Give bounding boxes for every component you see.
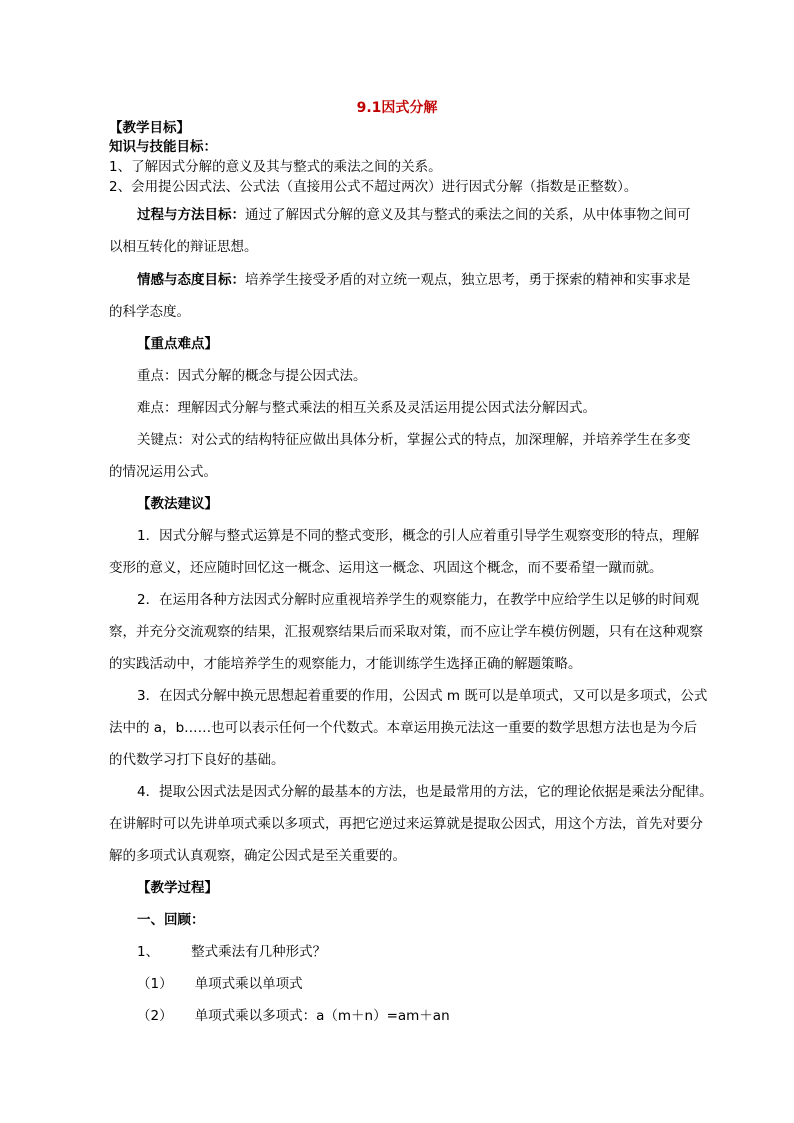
page-title: 9.1因式分解 <box>356 100 438 116</box>
teaching-process-header: 【教学过程】 <box>137 880 218 896</box>
question-1-sub-2 <box>137 1006 693 1026</box>
difficulty: 难点：理解因式分解与整式乘法的相互关系及灵活运用提公因式法分解因式。 <box>137 400 596 416</box>
question-1-sub-1-text: 单项式乘以单项式 <box>194 976 303 992</box>
method-1-line-2: 变形的意义，还应随时回忆这一概念、运用这一概念、巩固这个概念，而不要希望一蹴而就。 <box>109 560 663 576</box>
key-point: 重点：因式分解的概念与提公因式法。 <box>137 368 367 384</box>
method-4-line-1: 4．提取公因式法是因式分解的最基本的方法，也是最常用的方法，它的理论依据是乘法分配律。 <box>137 784 713 800</box>
method-3-line-1: 3．在因式分解中换元思想起着重要的作用，公因式 m 既可以是单项式，又可以是多项式，公式 <box>137 688 708 704</box>
method-2-line-3: 的实践活动中，才能培养学生的观察能力，才能训练学生选择正确的解题策略。 <box>109 656 582 672</box>
crux-line-1: 关键点：对公式的结构特征应做出具体分析，掌握公式的特点，加深理解，并培养学生在多变 <box>137 432 691 448</box>
knowledge-item-1: 1、了解因式分解的意义及其与整式的乘法之间的关系。 <box>109 159 442 175</box>
question-1-sub-1-number: （1） <box>137 976 173 992</box>
attitude-goal-line-1 <box>137 270 693 290</box>
process-goal-line-1 <box>137 205 693 225</box>
question-1-text: 整式乘法有几种形式？ <box>191 944 327 960</box>
goals-header: 【教学目标】 <box>109 120 190 136</box>
attitude-goal-line-2: 的科学态度。 <box>109 304 190 320</box>
question-1-sub-1 <box>137 974 693 994</box>
method-2-line-2: 察，并充分交流观察的结果，汇报观察结果后而采取对策，而不应让学车模仿例题，只有在这种观察 <box>109 624 703 640</box>
key-header: 【重点难点】 <box>137 336 218 352</box>
review-header: 一、回顾： <box>137 912 205 928</box>
attitude-goal-text: 培养学生接受矛盾的对立统一观点，独立思考，勇于探索的精神和实事求是 <box>245 272 691 288</box>
method-header: 【教法建议】 <box>137 496 218 512</box>
question-1-sub-2-text: 单项式乘以多项式：a（m＋n）=am＋an <box>194 1008 450 1024</box>
method-2-line-1: 2．在运用各种方法因式分解时应重视培养学生的观察能力，在教学中应给学生以足够的时间观 <box>137 592 700 608</box>
knowledge-header: 知识与技能目标： <box>109 139 217 155</box>
knowledge-item-2: 2、会用提公因式法、公式法（直接用公式不超过两次）进行因式分解（指数是正整数）。 <box>109 179 638 195</box>
method-3-line-2: 法中的 a，b……也可以表示任何一个代数式。本章运用换元法这一重要的数学思想方法也是为今后 <box>109 720 698 736</box>
process-goal-line-2: 以相互转化的辩证思想。 <box>109 239 258 255</box>
method-4-line-3: 解的多项式认真观察，确定公因式是至关重要的。 <box>109 848 406 864</box>
process-goal-label: 过程与方法目标： <box>137 207 245 223</box>
question-1-number: 1、 <box>137 944 160 960</box>
attitude-goal-label: 情感与态度目标： <box>137 272 245 288</box>
process-goal-text: 通过了解因式分解的意义及其与整式的乘法之间的关系，从中体事物之间可 <box>245 207 691 223</box>
question-1 <box>137 942 693 962</box>
crux-line-2: 的情况运用公式。 <box>109 464 217 480</box>
method-4-line-2: 在讲解时可以先讲单项式乘以多项式，再把它逆过来运算就是提取公因式，用这个方法，首先对要分 <box>109 816 703 832</box>
question-1-sub-2-number: （2） <box>137 1008 173 1024</box>
method-3-line-3: 的代数学习打下良好的基础。 <box>109 752 285 768</box>
method-1-line-1: 1．因式分解与整式运算是不同的整式变形，概念的引人应着重引导学生观察变形的特点，理解 <box>137 528 700 544</box>
